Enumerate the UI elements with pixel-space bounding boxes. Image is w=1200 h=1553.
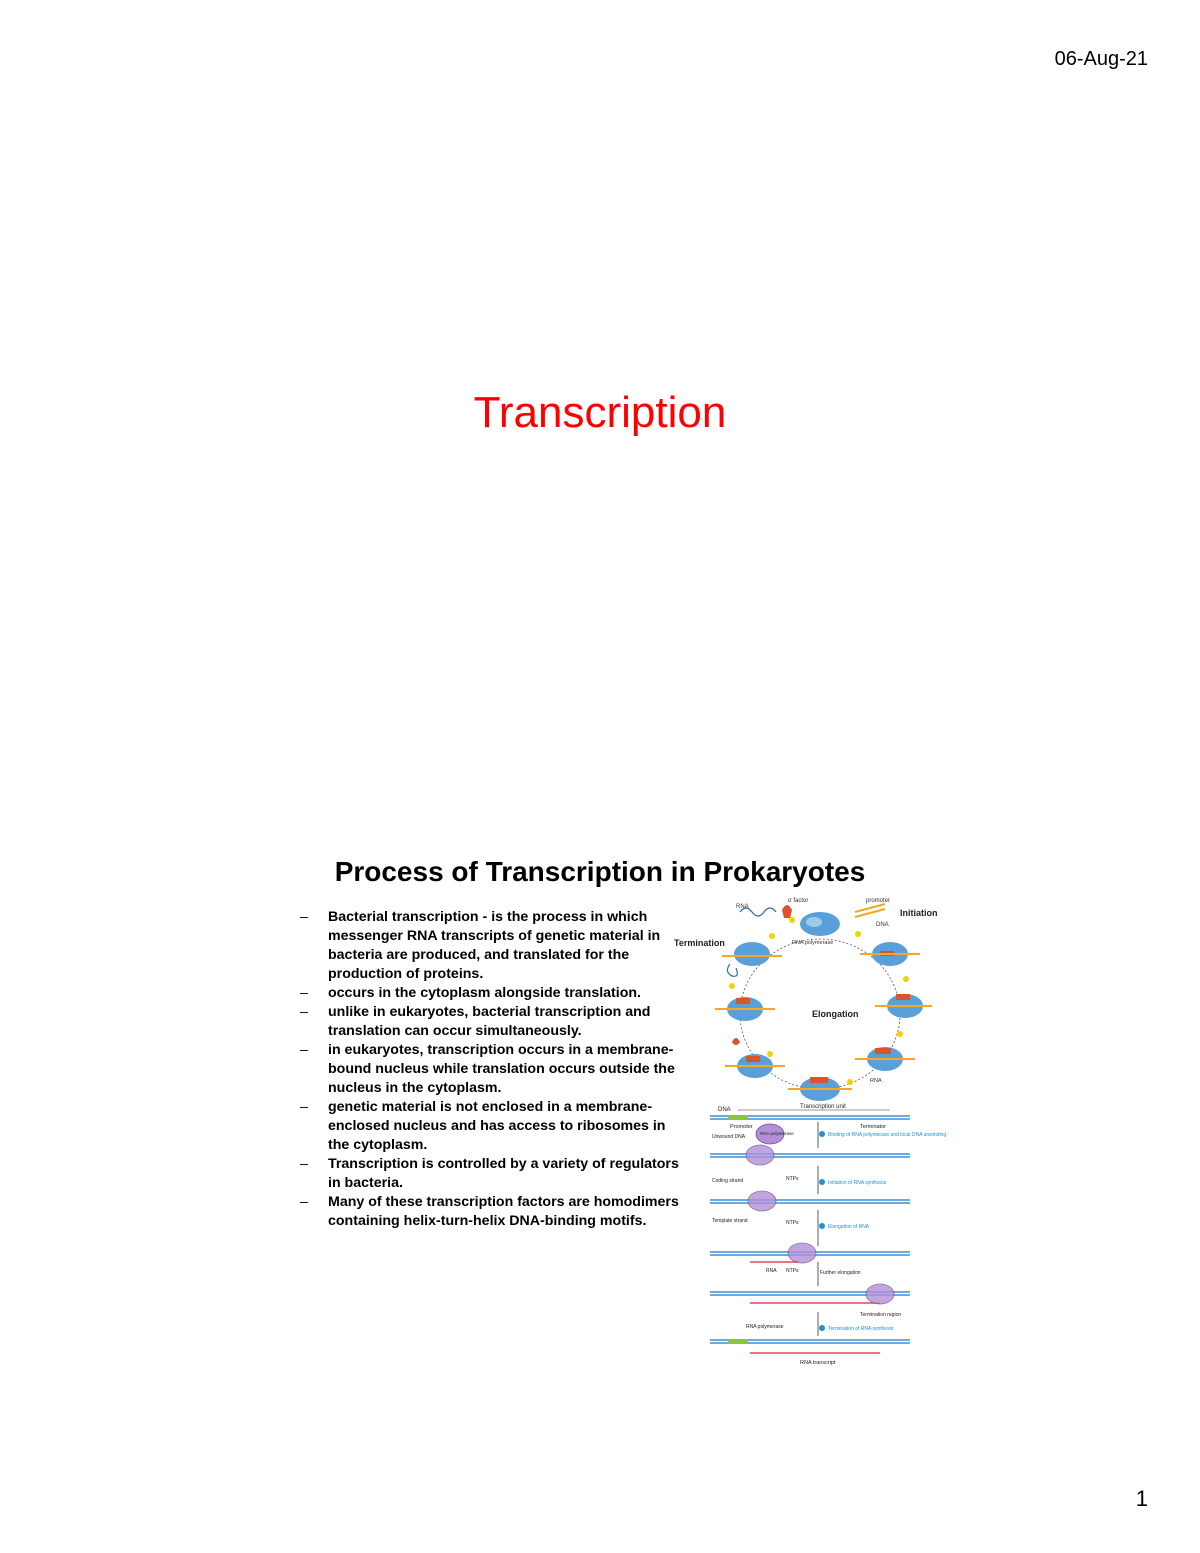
label-dna: DNA [876, 922, 889, 928]
bullet-item: – Transcription is controlled by a variety of regulators in bacteria. [300, 1156, 679, 1191]
header-date: 06-Aug-21 [1054, 48, 1148, 70]
slide-prokaryotes [300, 856, 947, 1376]
polymerase-top [800, 912, 840, 936]
label-dna-steps: DNA [718, 1107, 731, 1113]
label-ntps-3: NTPs [786, 1268, 799, 1274]
slide-title-transcription: Transcription [473, 388, 727, 437]
label-rna-bottom: RNA [870, 1078, 882, 1084]
label-promoter-steps: Promoter [730, 1124, 753, 1130]
bullet-text: Transcription is controlled by a variety of regulators in bacteria. [328, 1156, 679, 1191]
bullet-item: – unlike in eukaryotes, bacterial transcription and translation can occur simultaneously. [300, 1004, 651, 1039]
label-rna: RNA [736, 904, 749, 910]
bullet-item: – Bacterial transcription - is the process in which messenger RNA transcripts of genetic material in bacteria are produced, and translated for the production of proteins. [300, 909, 661, 982]
polymerase-left-mid [715, 997, 775, 1021]
label-template-strand: Template strand [712, 1218, 748, 1224]
step3-label: Elongation of RNA [828, 1224, 870, 1230]
bullet-list [300, 908, 682, 1231]
transcription-cycle-figure [670, 894, 950, 1120]
page-number: 1 [1135, 1486, 1148, 1511]
transcription-steps-figure [710, 1102, 950, 1380]
polymerase-left-bottom [725, 1038, 785, 1078]
label-coding-strand: Coding strand [712, 1178, 744, 1184]
bullet-text: genetic material is not enclosed in a membrane-enclosed nucleus and has access to ribosomes in the cytoplasm. [328, 1099, 666, 1153]
polymerase-left-top [722, 942, 782, 976]
label-further-elongation: Further elongation [820, 1270, 861, 1276]
bullet-text: Bacterial transcription - is the process in which messenger RNA transcripts of genetic material in bacteria are produced, and translated for the production of proteins. [328, 909, 661, 982]
bullet-text: in eukaryotes, transcription occurs in a membrane-bound nucleus while translation occurs outside the nucleus in the cytoplasm. [328, 1042, 675, 1096]
label-elongation: Elongation [812, 1009, 859, 1019]
bullet-text: occurs in the cytoplasm alongside translation. [328, 985, 641, 1001]
bullet-item: – occurs in the cytoplasm alongside translation. [300, 985, 641, 1001]
label-promoter: promoter [866, 898, 891, 904]
label-rna-polymerase-release: RNA polymerase [746, 1324, 784, 1330]
bullet-item: – genetic material is not enclosed in a membrane-enclosed nucleus and has access to ribosomes in the cytoplasm. [300, 1099, 666, 1153]
label-rna-transcript: RNA transcript [800, 1360, 836, 1366]
bullet-text: Many of these transcription factors are homodimers containing helix-turn-helix DNA-binding motifs. [328, 1194, 679, 1229]
label-unwound-dna: Unwound DNA [712, 1134, 746, 1140]
step4-label: Termination of RNA synthesis [828, 1326, 894, 1332]
label-sigma: σ factor [788, 898, 809, 904]
polymerase-bottom [788, 1077, 852, 1101]
polymerase-right-top [860, 942, 920, 966]
step1-label: Binding of RNA polymerase and local DNA unwinding [828, 1132, 947, 1138]
label-ntps-2: NTPs [786, 1220, 799, 1226]
label-transcription-unit: Transcription unit [800, 1104, 846, 1110]
label-rna-steps: RNA [766, 1268, 777, 1274]
bullet-text: unlike in eukaryotes, bacterial transcription and translation can occur simultaneously. [328, 1004, 651, 1039]
bullet-item: – in eukaryotes, transcription occurs in a membrane-bound nucleus while translation occurs outside the nucleus in the cytoplasm. [300, 1042, 675, 1096]
label-rna-polymerase: RNA polymerase [792, 940, 834, 946]
polymerase-right-bottom [855, 1047, 915, 1071]
bullet-item: – Many of these transcription factors are homodimers containing helix-turn-helix DNA-binding motifs. [300, 1194, 679, 1229]
step2-label: Initiation of RNA synthesis [828, 1180, 887, 1186]
polymerase-right-mid [875, 994, 932, 1018]
label-ntps-1: NTPs [786, 1176, 799, 1182]
label-terminator: Terminator [860, 1124, 886, 1130]
label-rna-polymerase-steps: RNA polymerase [760, 1131, 794, 1136]
slide-title-process: Process of Transcription in Prokaryotes [334, 856, 866, 887]
label-termination: Termination [674, 938, 725, 948]
label-termination-region: Termination region [860, 1312, 902, 1318]
label-initiation: Initiation [900, 908, 938, 918]
